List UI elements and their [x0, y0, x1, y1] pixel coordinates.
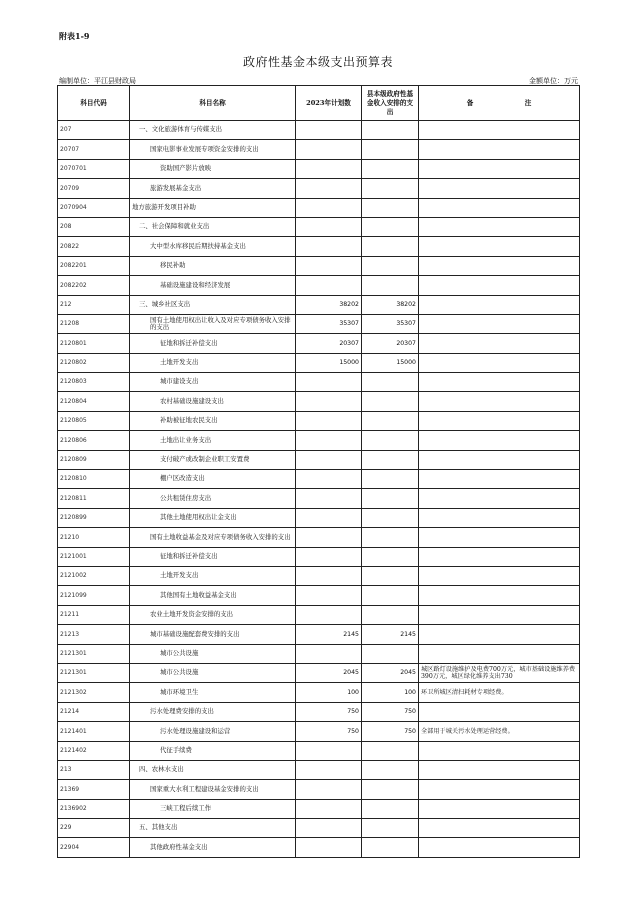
plan-cell: 15000: [296, 353, 362, 372]
note-cell: [419, 508, 580, 527]
note-cell: [419, 237, 580, 256]
note-cell: [419, 586, 580, 605]
county-cell: [362, 276, 419, 295]
note-cell: [419, 838, 580, 857]
code-cell: 21208: [58, 314, 130, 333]
code-cell: 2120899: [58, 508, 130, 527]
table-row: [58, 819, 580, 838]
county-cell: [362, 237, 419, 256]
plan-cell: 2145: [296, 625, 362, 644]
note-cell: [419, 140, 580, 159]
county-cell: [362, 741, 419, 760]
plan-cell: [296, 838, 362, 857]
county-cell: [362, 121, 419, 140]
attachment-label: 附表1-9: [59, 31, 90, 41]
county-cell: [362, 470, 419, 489]
plan-cell: [296, 373, 362, 392]
note-cell: [419, 566, 580, 585]
note-cell: [419, 780, 580, 799]
plan-cell: [296, 644, 362, 663]
county-cell: [362, 605, 419, 624]
county-cell: 35307: [362, 314, 419, 333]
county-cell: [362, 198, 419, 217]
name-cell: 棚户区改造支出: [130, 470, 296, 489]
name-cell: 三、城乡社区支出: [130, 295, 296, 314]
table-row: [58, 566, 580, 585]
name-cell: 其他国有土地收益基金支出: [130, 586, 296, 605]
col-header-note-a: 备: [466, 98, 474, 107]
name-cell: 污水处理设施建设和运营: [130, 722, 296, 741]
table-row: [58, 547, 580, 566]
code-cell: 2120802: [58, 353, 130, 372]
county-cell: [362, 140, 419, 159]
plan-cell: 38202: [296, 295, 362, 314]
table-row: [58, 625, 580, 644]
county-cell: 750: [362, 702, 419, 721]
county-cell: [362, 819, 419, 838]
table-row: [58, 644, 580, 663]
col-header-name: 科目名称: [130, 86, 296, 121]
note-cell: [419, 470, 580, 489]
table-row: [58, 392, 580, 411]
code-cell: 207: [58, 121, 130, 140]
code-cell: 22904: [58, 838, 130, 857]
plan-cell: [296, 276, 362, 295]
name-cell: 支付破产或改制企业职工安置费: [130, 450, 296, 469]
table-row: [58, 683, 580, 702]
name-cell: 地方旅游开发项目补助: [130, 198, 296, 217]
note-cell: [419, 528, 580, 547]
name-cell: 农村基础设施建设支出: [130, 392, 296, 411]
table-row: [58, 528, 580, 547]
plan-cell: [296, 256, 362, 275]
plan-cell: [296, 528, 362, 547]
code-cell: 2121002: [58, 566, 130, 585]
note-cell: [419, 489, 580, 508]
code-cell: 21210: [58, 528, 130, 547]
plan-cell: [296, 179, 362, 198]
county-cell: [362, 508, 419, 527]
plan-cell: [296, 140, 362, 159]
note-cell: 城区路灯设施维护及电费700万元，城市基础设施维养费390万元，城区绿化维养支出730: [419, 663, 580, 682]
plan-cell: [296, 470, 362, 489]
table-row: [58, 663, 580, 682]
note-cell: [419, 799, 580, 818]
code-cell: 2120806: [58, 431, 130, 450]
note-cell: 环卫所城区清扫耗材专项经费。: [419, 683, 580, 702]
code-cell: 2120801: [58, 334, 130, 353]
plan-cell: 20307: [296, 334, 362, 353]
note-cell: [419, 276, 580, 295]
table-row: [58, 373, 580, 392]
table-row: [58, 237, 580, 256]
county-cell: 15000: [362, 353, 419, 372]
table-row: [58, 198, 580, 217]
table-row: [58, 353, 580, 372]
county-cell: [362, 431, 419, 450]
name-cell: 征地和拆迁补偿支出: [130, 547, 296, 566]
plan-cell: [296, 586, 362, 605]
county-cell: [362, 256, 419, 275]
name-cell: 国家重大水利工程建设基金安排的支出: [130, 780, 296, 799]
plan-cell: 35307: [296, 314, 362, 333]
table-row: [58, 159, 580, 178]
note-cell: [419, 121, 580, 140]
table-row: [58, 179, 580, 198]
plan-cell: 100: [296, 683, 362, 702]
code-cell: 20822: [58, 237, 130, 256]
compiling-unit: 编制单位：平江县财政局: [59, 77, 136, 85]
code-cell: 21214: [58, 702, 130, 721]
name-cell: 城市建设支出: [130, 373, 296, 392]
county-cell: [362, 489, 419, 508]
table-row: [58, 314, 580, 333]
county-cell: [362, 159, 419, 178]
name-cell: 代征手续费: [130, 741, 296, 760]
county-cell: [362, 644, 419, 663]
note-cell: [419, 741, 580, 760]
note-cell: [419, 373, 580, 392]
table-row: [58, 140, 580, 159]
plan-cell: [296, 121, 362, 140]
name-cell: 土地出让业务支出: [130, 431, 296, 450]
county-cell: 38202: [362, 295, 419, 314]
note-cell: 全部用于城关污水处理运营经费。: [419, 722, 580, 741]
code-cell: 2070904: [58, 198, 130, 217]
plan-cell: [296, 392, 362, 411]
plan-cell: [296, 508, 362, 527]
table-row: [58, 741, 580, 760]
note-cell: [419, 644, 580, 663]
county-cell: 2045: [362, 663, 419, 682]
name-cell: 公共租赁住房支出: [130, 489, 296, 508]
col-header-note-b: 注: [524, 98, 532, 107]
table-row: [58, 799, 580, 818]
name-cell: 城市基础设施配套费安排的支出: [130, 625, 296, 644]
code-cell: 2121402: [58, 741, 130, 760]
col-header-county: 县本级政府性基金收入安排的支出: [362, 86, 419, 121]
code-cell: 2082201: [58, 256, 130, 275]
note-cell: [419, 625, 580, 644]
note-cell: [419, 217, 580, 236]
county-cell: [362, 179, 419, 198]
county-cell: [362, 411, 419, 430]
plan-cell: [296, 411, 362, 430]
county-cell: 20307: [362, 334, 419, 353]
table-row: [58, 295, 580, 314]
code-cell: 213: [58, 760, 130, 779]
name-cell: 污水处理费安排的支出: [130, 702, 296, 721]
plan-cell: [296, 760, 362, 779]
code-cell: 2121302: [58, 683, 130, 702]
table-row: [58, 450, 580, 469]
county-cell: [362, 566, 419, 585]
name-cell: 国家电影事业发展专项资金安排的支出: [130, 140, 296, 159]
name-cell: 大中型水库移民后期扶持基金支出: [130, 237, 296, 256]
table-row: [58, 411, 580, 430]
note-cell: [419, 159, 580, 178]
code-cell: 20709: [58, 179, 130, 198]
county-cell: [362, 217, 419, 236]
name-cell: 土地开发支出: [130, 353, 296, 372]
table-row: [58, 838, 580, 857]
plan-cell: [296, 159, 362, 178]
code-cell: 2121401: [58, 722, 130, 741]
table-row: [58, 760, 580, 779]
table-row: [58, 508, 580, 527]
table-header-row: [58, 86, 580, 121]
plan-cell: [296, 450, 362, 469]
table-row: [58, 470, 580, 489]
code-cell: 2136902: [58, 799, 130, 818]
code-cell: 2121099: [58, 586, 130, 605]
code-cell: 2120804: [58, 392, 130, 411]
code-cell: 2121301: [58, 644, 130, 663]
code-cell: 2082202: [58, 276, 130, 295]
name-cell: 五、其他支出: [130, 819, 296, 838]
note-cell: [419, 411, 580, 430]
name-cell: 其他政府性基金支出: [130, 838, 296, 857]
table-body: [58, 121, 580, 858]
code-cell: 2120810: [58, 470, 130, 489]
code-cell: 208: [58, 217, 130, 236]
county-cell: [362, 547, 419, 566]
county-cell: [362, 392, 419, 411]
county-cell: [362, 799, 419, 818]
table-row: [58, 605, 580, 624]
note-cell: [419, 450, 580, 469]
table-row: [58, 256, 580, 275]
code-cell: 21211: [58, 605, 130, 624]
name-cell: 征地和拆迁补偿支出: [130, 334, 296, 353]
note-cell: [419, 295, 580, 314]
plan-cell: [296, 237, 362, 256]
county-cell: [362, 760, 419, 779]
plan-cell: 2045: [296, 663, 362, 682]
code-cell: 2121001: [58, 547, 130, 566]
county-cell: [362, 780, 419, 799]
name-cell: 国有土地收益基金及对应专项债务收入安排的支出: [130, 528, 296, 547]
name-cell: 城市公共设施: [130, 644, 296, 663]
name-cell: 基础设施建设和经济发展: [130, 276, 296, 295]
code-cell: 2120805: [58, 411, 130, 430]
code-cell: 229: [58, 819, 130, 838]
code-cell: 20707: [58, 140, 130, 159]
code-cell: 21369: [58, 780, 130, 799]
plan-cell: 750: [296, 722, 362, 741]
name-cell: 国有土地使用权出让收入及对应专项债务收入安排的支出: [130, 314, 296, 333]
table-row: [58, 489, 580, 508]
code-cell: 2120809: [58, 450, 130, 469]
table-row: [58, 722, 580, 741]
budget-table: [57, 85, 580, 858]
plan-cell: [296, 566, 362, 585]
plan-cell: [296, 217, 362, 236]
table-row: [58, 586, 580, 605]
note-cell: [419, 547, 580, 566]
note-cell: [419, 334, 580, 353]
page-title: 政府性基金本级支出预算表: [242, 55, 393, 69]
table-row: [58, 702, 580, 721]
table-row: [58, 780, 580, 799]
name-cell: 其他土地使用权出让金支出: [130, 508, 296, 527]
note-cell: [419, 702, 580, 721]
name-cell: 城市公共设施: [130, 663, 296, 682]
note-cell: [419, 392, 580, 411]
note-cell: [419, 198, 580, 217]
name-cell: 资助国产影片放映: [130, 159, 296, 178]
plan-cell: [296, 431, 362, 450]
table-row: [58, 121, 580, 140]
note-cell: [419, 431, 580, 450]
note-cell: [419, 314, 580, 333]
table-row: [58, 276, 580, 295]
table-row: [58, 431, 580, 450]
county-cell: [362, 838, 419, 857]
name-cell: 农业土地开发资金安排的支出: [130, 605, 296, 624]
code-cell: 2120803: [58, 373, 130, 392]
code-cell: 2121301: [58, 663, 130, 682]
name-cell: 二、社会保障和就业支出: [130, 217, 296, 236]
code-cell: 2070701: [58, 159, 130, 178]
plan-cell: [296, 819, 362, 838]
name-cell: 土地开发支出: [130, 566, 296, 585]
note-cell: [419, 256, 580, 275]
plan-cell: [296, 741, 362, 760]
code-cell: 21213: [58, 625, 130, 644]
plan-cell: [296, 799, 362, 818]
county-cell: [362, 528, 419, 547]
plan-cell: [296, 489, 362, 508]
name-cell: 一、文化旅游体育与传媒支出: [130, 121, 296, 140]
name-cell: 移民补助: [130, 256, 296, 275]
note-cell: [419, 819, 580, 838]
plan-cell: 750: [296, 702, 362, 721]
note-cell: [419, 605, 580, 624]
col-header-code: 科目代码: [58, 86, 130, 121]
note-cell: [419, 353, 580, 372]
note-cell: [419, 179, 580, 198]
name-cell: 城市环境卫生: [130, 683, 296, 702]
county-cell: [362, 450, 419, 469]
plan-cell: [296, 605, 362, 624]
name-cell: 旅游发展基金支出: [130, 179, 296, 198]
plan-cell: [296, 780, 362, 799]
col-header-plan: 2023年计划数: [296, 86, 362, 121]
county-cell: 2145: [362, 625, 419, 644]
table-row: [58, 334, 580, 353]
name-cell: 四、农林水支出: [130, 760, 296, 779]
code-cell: 212: [58, 295, 130, 314]
table-row: [58, 217, 580, 236]
name-cell: 三峡工程后续工作: [130, 799, 296, 818]
county-cell: 750: [362, 722, 419, 741]
amount-unit: 金额单位：万元: [529, 77, 578, 85]
county-cell: [362, 586, 419, 605]
plan-cell: [296, 547, 362, 566]
plan-cell: [296, 198, 362, 217]
name-cell: 补助被征地农民支出: [130, 411, 296, 430]
county-cell: [362, 373, 419, 392]
note-cell: [419, 760, 580, 779]
county-cell: 100: [362, 683, 419, 702]
col-header-note: [419, 86, 580, 121]
code-cell: 2120811: [58, 489, 130, 508]
